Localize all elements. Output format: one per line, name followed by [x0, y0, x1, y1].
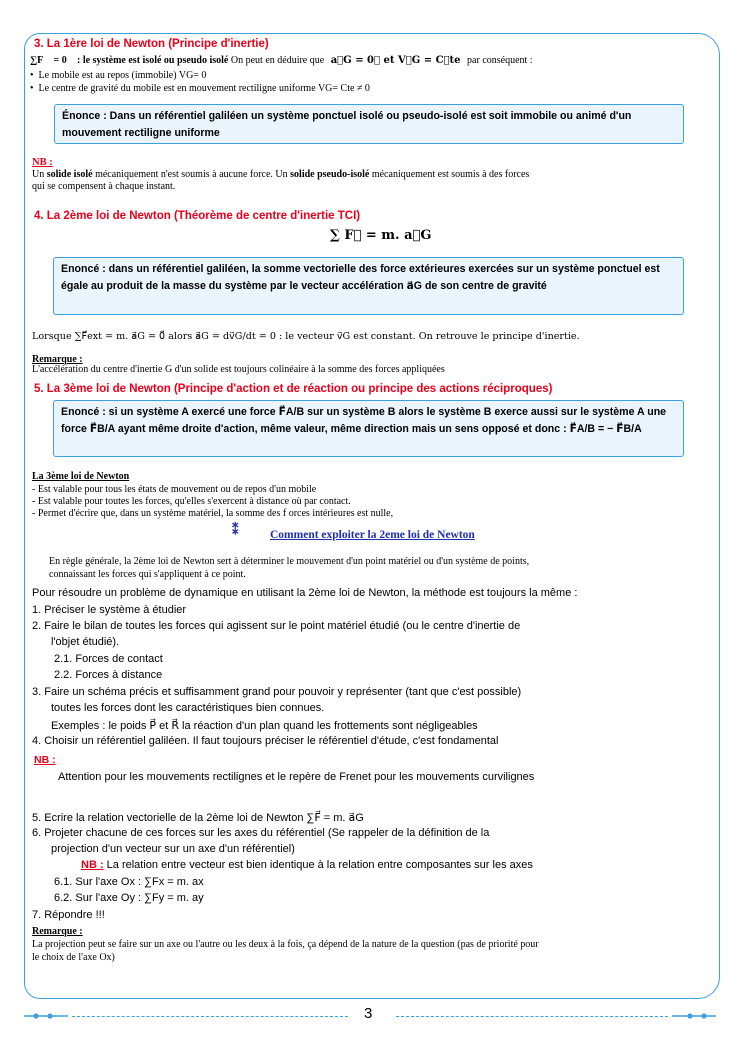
section-5-title: 5. La 3ème loi de Newton (Principe d'action et de réaction ou principe des actions réciproques): [34, 383, 553, 395]
method-step-2: 2. Faire le bilan de toutes les forces qui agissent sur le point matériel étudié (ou le centre d'inertie de: [32, 620, 521, 632]
method-step-5: 5. Ecrire la relation vectorielle de la 2ème loi de Newton ∑F⃗ = m. a⃗G: [32, 812, 364, 824]
method-step-1: 1. Préciser le système à étudier: [32, 604, 187, 616]
method-step-3: 3. Faire un schéma précis et suffisamment grand pour pouvoir y représenter (tant que c'est possible): [32, 686, 522, 698]
s4-line: Lorsque ∑F⃗ext = m. a⃗G = 0⃗ alors a⃗G = dv⃗G/dt = 0 : le vecteur v⃗G est constant. On retrouve le principe d'inertie.: [32, 331, 580, 342]
s3-bullet-1: • Le mobile est au repos (immobile) VG= 0: [30, 70, 207, 81]
s3-nb-line1: [32, 169, 529, 180]
s4-remark-label: Remarque :: [32, 354, 83, 365]
method-nb-label: NB :: [34, 754, 56, 766]
method-step-7: 7. Répondre !!!: [32, 909, 105, 921]
s3-nb-d: solide pseudo-isolé: [290, 169, 370, 180]
footer-line-right: [396, 1016, 668, 1017]
footer-ornament-left-icon: [24, 1011, 68, 1021]
footer-line-left: [72, 1016, 348, 1017]
s3-nb-line2: qui se compensent à chaque instant.: [32, 181, 176, 192]
method-remark-1: La projection peut se faire sur un axe ou l'autre ou les deux à la fois, ça dépend de la nature de la question (pas de priorité pour: [32, 939, 539, 950]
method-remark-label: Remarque :: [32, 926, 83, 937]
method-step-2-cont: l'objet étudié).: [51, 636, 120, 648]
method-lead: Pour résoudre un problème de dynamique en utilisant la 2ème loi de Newton, la méthode est toujours la même :: [32, 587, 578, 599]
method-step-6-1: 6.1. Sur l'axe Ox : ∑Fx = m. ax: [54, 876, 204, 888]
method-nb2: [81, 859, 533, 871]
s5-statement-box: Enoncé : si un système A exercé une force F⃗A/B sur un système B alors le système B exerce aussi sur le système A une force F⃗B/A ayant même droite d'action, même valeur, même direction mais un sens opposé et donc : F⃗A/B = − F⃗B/A: [53, 400, 684, 457]
method-step-4: 4. Choisir un référentiel galiléen. Il faut toujours préciser le référentiel d'étude, c'est fondamental: [32, 735, 499, 747]
s5-item-3: - Permet d'écrire que, dans un système matériel, la somme des f orces intérieures est nulle,: [32, 508, 394, 519]
method-heading-link[interactable]: Comment exploiter la 2eme loi de Newton: [270, 529, 475, 541]
s3-statement-box: Énonce : Dans un référentiel galiléen un système ponctuel isolé ou pseudo-isolé est soit immobile ou animé d'un mouvement rectiligne uniforme: [54, 104, 684, 144]
s3-nb-label: NB :: [32, 157, 53, 168]
s3-nb-e: mécaniquement est soumis à des forces: [369, 169, 530, 180]
footer-ornament-right-icon: [672, 1011, 716, 1021]
method-step-3-example: Exemples : le poids P⃗ et R⃗ la réaction d'un plan quand les frottements sont négligeables: [51, 720, 478, 732]
method-step-2-1: 2.1. Forces de contact: [54, 653, 163, 665]
method-remark-2: le choix de l'axe Ox): [32, 952, 115, 963]
s4-remark-text: L'accélération du centre d'inertie G d'un solide est toujours colinéaire à la somme des forces appliquées: [32, 364, 445, 375]
s5-sub-label: La 3ème loi de Newton: [32, 471, 130, 482]
section-3-title: 3. La 1ère loi de Newton (Principe d'inertie): [34, 38, 269, 50]
s3-nb-b: solide isolé: [46, 169, 93, 180]
s4-statement-box: Enoncé : dans un référentiel galiléen, la somme vectorielle des force extérieures exercées sur un système ponctuel est égale au produit de la masse du système par le vecteur accélération a⃗G de son centre de gravité: [53, 257, 684, 315]
method-intro-2: connaissant les forces qui s'appliquent à ce point.: [49, 569, 246, 580]
method-step-6-2: 6.2. Sur l'axe Oy : ∑Fy = m. ay: [54, 892, 204, 904]
section-4-title: 4. La 2ème loi de Newton (Théorème de centre d'inertie TCI): [34, 210, 361, 222]
s3-bullet-1-text: Le mobile est au repos (immobile) VG= 0: [38, 70, 207, 81]
s3-line1: [30, 55, 533, 66]
method-nb2-text: La relation entre vecteur est bien identique à la relation entre composantes sur les axes: [103, 859, 533, 871]
s5-item-2: - Est valable pour toutes les forces, qu'elles s'exercent à distance où par contact.: [32, 496, 351, 507]
s3-bullet-2-text: Le centre de gravité du mobile est en mouvement rectiligne uniforme VG= Cte ≠ 0: [38, 83, 370, 94]
page-number: 3: [364, 1005, 373, 1022]
method-step-2-2: 2.2. Forces à distance: [54, 669, 163, 681]
method-step-6: 6. Projeter chacune de ces forces sur les axes du référentiel (Se rappeler de la définition de la: [32, 827, 490, 839]
s3-line1-b: On peut en déduire que: [228, 55, 327, 66]
s3-line1-d: par conséquent :: [464, 55, 533, 66]
asterisk-icon: ⁑: [232, 522, 239, 537]
s3-line1-a: ∑F⃗ = 0⃗ : le système est isolé ou pseudo isolé: [30, 55, 229, 66]
method-nb-text: Attention pour les mouvements rectilignes et le repère de Frenet pour les mouvements curvilignes: [58, 771, 535, 783]
s3-line1-c: a⃗G = 0⃗ et V⃗G = C⃗te: [330, 55, 461, 66]
method-intro-1: En règle générale, la 2ème loi de Newton sert à déterminer le mouvement d'un point matériel ou d'un système de points,: [49, 556, 530, 567]
method-step-3-cont: toutes les forces dont les caractéristiques bien connues.: [51, 702, 325, 714]
s3-nb-a: Un: [32, 169, 47, 180]
s3-nb-c: mécaniquement n'est soumis à aucune force. Un: [92, 169, 291, 180]
method-nb2-label: NB :: [81, 859, 104, 871]
s5-item-1: - Est valable pour tous les états de mouvement ou de repos d'un mobile: [32, 484, 317, 495]
s3-bullet-2: • Le centre de gravité du mobile est en mouvement rectiligne uniforme VG= Cte ≠ 0: [30, 83, 370, 94]
method-step-6-cont: projection d'un vecteur sur un axe d'un référentiel): [51, 843, 295, 855]
s4-formula: ∑ F⃗ = m. a⃗G: [330, 228, 432, 243]
